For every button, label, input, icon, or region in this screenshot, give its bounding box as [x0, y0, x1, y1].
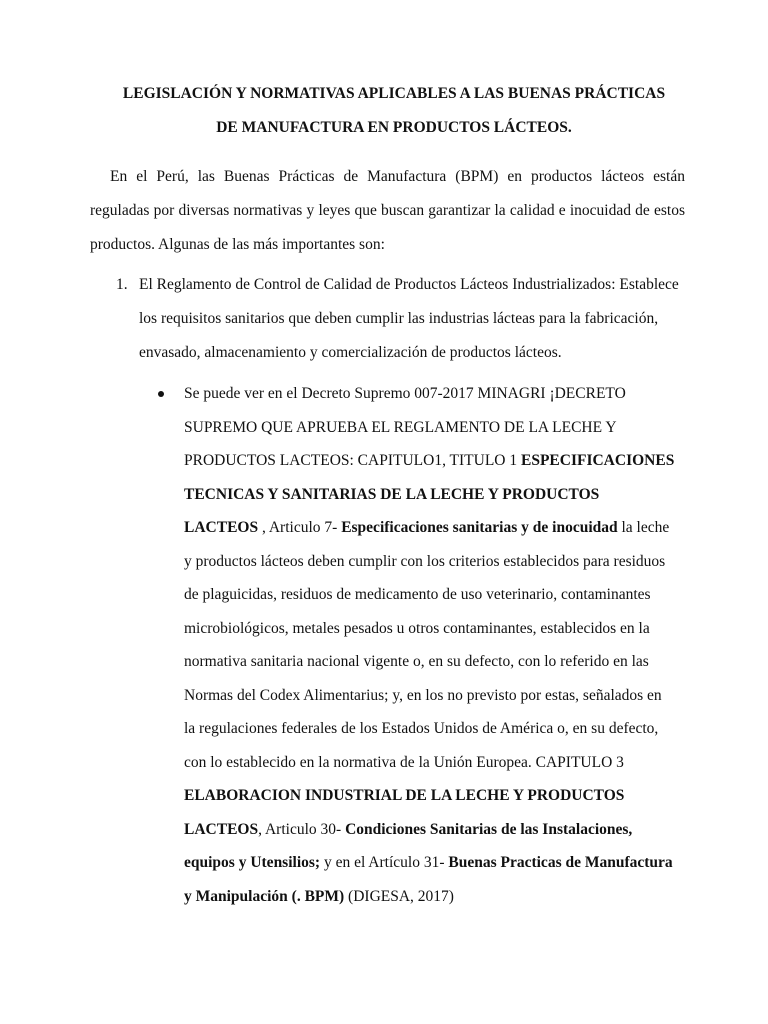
intro-paragraph: En el Perú, las Buenas Prácticas de Manufactura (BPM) en productos lácteos están reguladas por diversas normativas y leyes que buscan garantizar la calidad e inocuidad de estos productos. Algunas de las más importantes son:	[90, 168, 685, 253]
bullet-bold-heading: Buenas Practicas de Manufactura y Manipulación (. BPM)	[184, 854, 673, 905]
list-item-text: El Reglamento de Control de Calidad de Productos Lácteos Industrializados: Establece los requisitos sanitarios que deben cumplir las industrias lácteas para la fabricación, envasado, almacenamiento y comercialización de productos lácteos.	[139, 276, 679, 361]
bullet-text-segment: la leche y productos lácteos deben cumplir con los criterios establecidos para residuos de plaguicidas, residuos de medicamento de uso veterinario, contaminantes microbiológicos, metales pesados u otros contaminantes, establecidos en la normativa sanitaria nacional vigente o, en su defecto, con lo referido en las Normas del Codex Alimentarius; y, en los no previsto por estas, señalados en la regulaciones federales de los Estados Unidos de América o, en su defecto, con lo establecido en la normativa de la Unión Europea. CAPITULO 3	[184, 519, 670, 771]
bullet-bold-heading: ESPECIFICACIONES TECNICAS Y SANITARIAS DE LA LECHE Y PRODUCTOS LACTEOS	[184, 452, 675, 536]
document-title-line-1: LEGISLACIÓN Y NORMATIVAS APLICABLES A LAS BUENAS PRÁCTICAS	[122, 85, 666, 102]
bullet-text-segment: (DIGESA, 2017)	[344, 887, 454, 905]
bullet-bold-heading: ELABORACION INDUSTRIAL DE LA LECHE Y PRODUCTOS LACTEOS	[184, 787, 625, 838]
bullet-text-segment: y en el Artículo 31-	[320, 854, 449, 871]
bullet-text-segment: Se puede ver en el Decreto Supremo 007-2017 MINAGRI ¡DECRETO SUPREMO QUE APRUEBA EL REGLAMENTO DE LA LECHE Y PRODUCTOS LACTEOS: CAPITULO1, TITULO 1	[184, 385, 626, 469]
bullet-bold-heading: Especificaciones sanitarias y de inocuidad	[341, 519, 618, 536]
bullet-text	[184, 377, 676, 913]
bullet-bold-heading: Condiciones Sanitarias de las Instalaciones, equipos y Utensilios;	[184, 820, 633, 871]
bullet-text-segment: , Articulo 7-	[258, 519, 342, 536]
document-title-line-2: DE MANUFACTURA EN PRODUCTOS LÁCTEOS.	[216, 119, 572, 136]
bullet-icon	[158, 391, 164, 397]
list-number: 1.	[116, 276, 128, 293]
bullet-text-segment: , Articulo 30-	[258, 820, 346, 838]
